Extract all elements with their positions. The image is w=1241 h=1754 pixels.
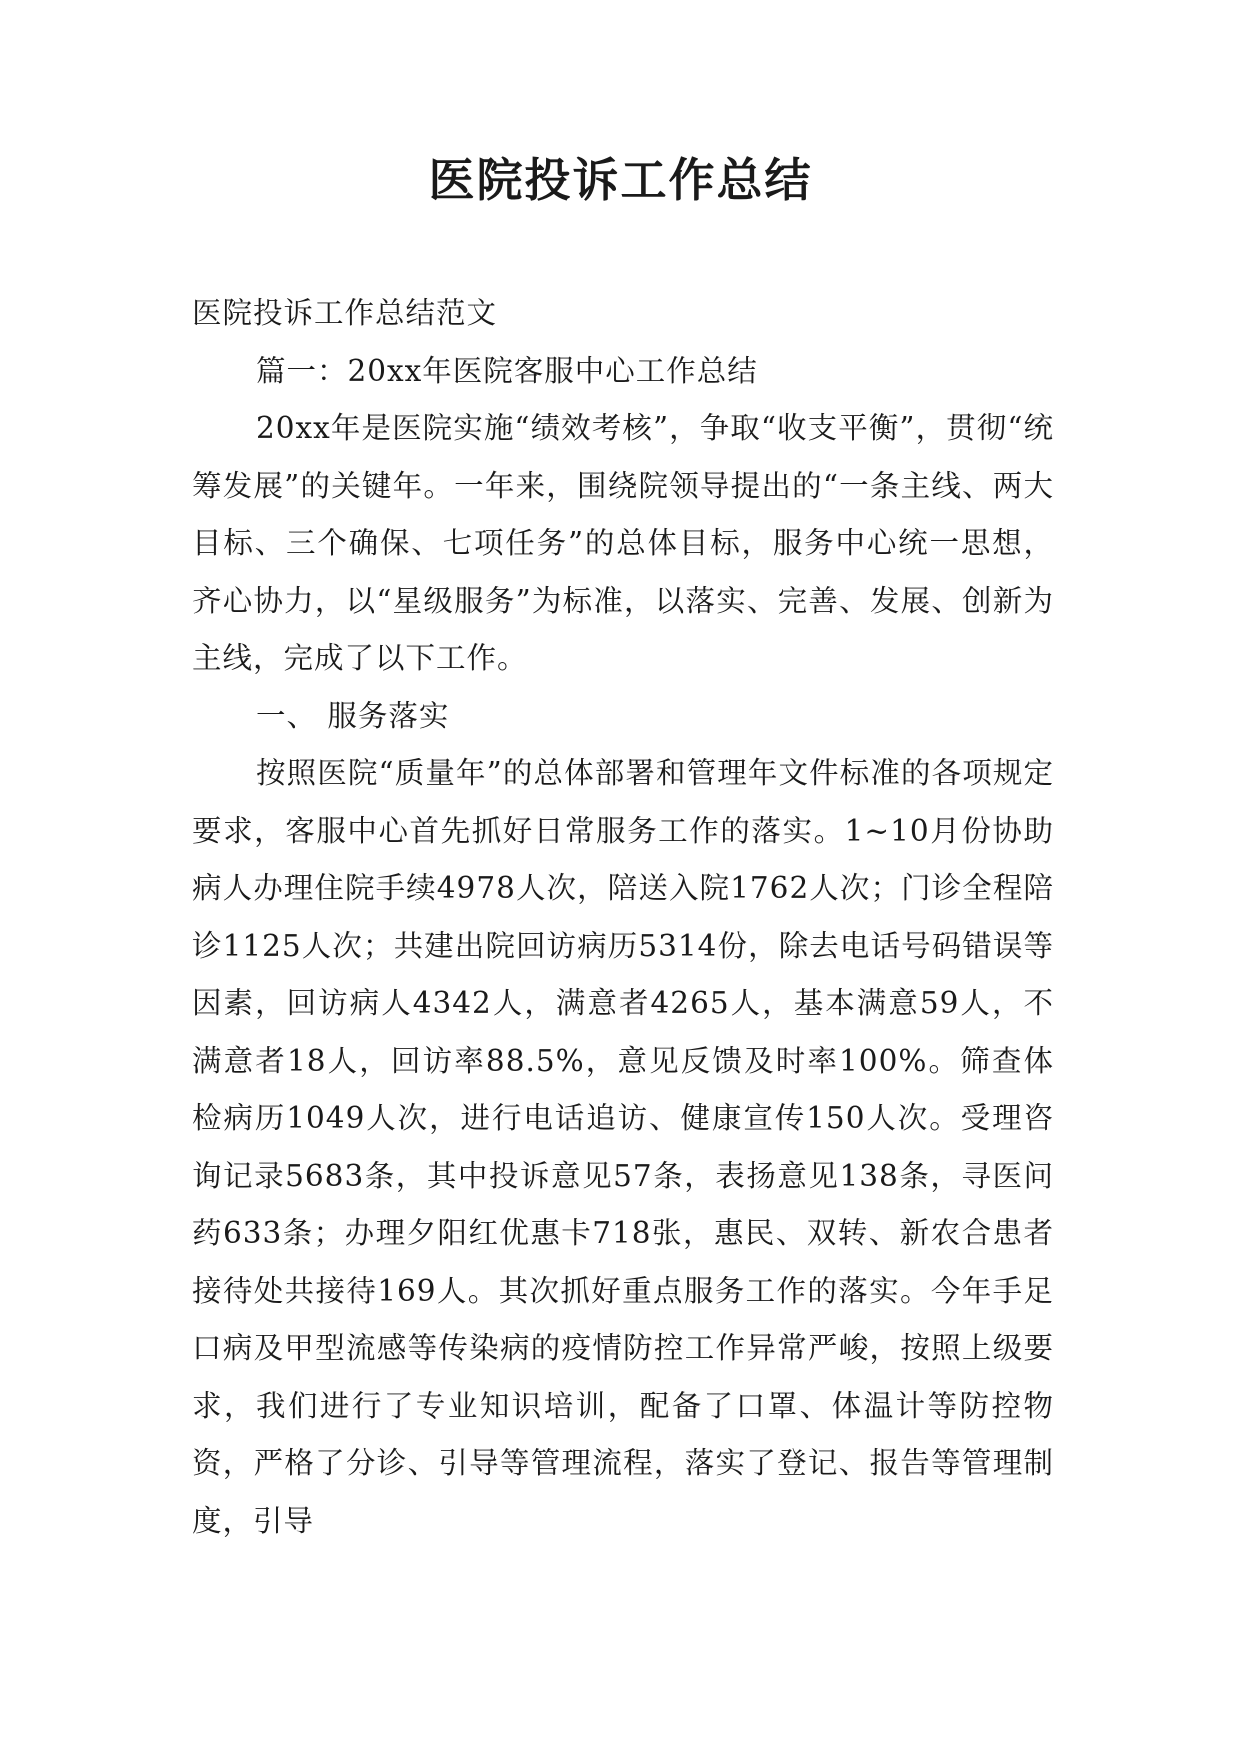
subtitle-paragraph: 医院投诉工作总结范文 (192, 296, 498, 330)
section-heading: 一、 服务落实 (256, 698, 450, 733)
document-title: 医院投诉工作总结 (428, 153, 813, 207)
document-body (192, 285, 1054, 1550)
intro-paragraph: 20xx年是医院实施“绩效考核”，争取“收支平衡”，贯彻“统筹发展”的关键年。一年来，围绕院领导提出的“一条主线、两大目标、三个确保、七项任务”的总体目标，服务中心统一思想，齐心协力，以“星级服务”为标准，以落实、完善、发展、创新为主线，完成了以下工作。 (192, 411, 1054, 675)
section-heading: 篇一：20xx年医院客服中心工作总结 (256, 353, 758, 388)
body-paragraph: 按照医院“质量年”的总体部署和管理年文件标准的各项规定要求，客服中心首先抓好日常服务工作的落实。1~10月份协助病人办理住院手续4978人次，陪送入院1762人次；门诊全程陪诊1125人次；共建出院回访病历5314份，除去电话号码错误等因素，回访病人4342人，满意者4265人，基本满意59人，不满意者18人，回访率88.5%，意见反馈及时率100%。筛查体检病历1049人次，进行电话追访、健康宣传150人次。受理咨询记录5683条，其中投诉意见57条，表扬意见138条，寻医问药633条；办理夕阳红优惠卡718张，惠民、双转、新农合患者接待处共接待169人。其次抓好重点服务工作的落实。今年手足口病及甲型流感等传染病的疫情防控工作异常严峻，按照上级要求，我们进行了专业知识培训，配备了口罩、体温计等防控物资，严格了分诊、引导等管理流程，落实了登记、报告等管理制度，引导 (192, 756, 1054, 1538)
